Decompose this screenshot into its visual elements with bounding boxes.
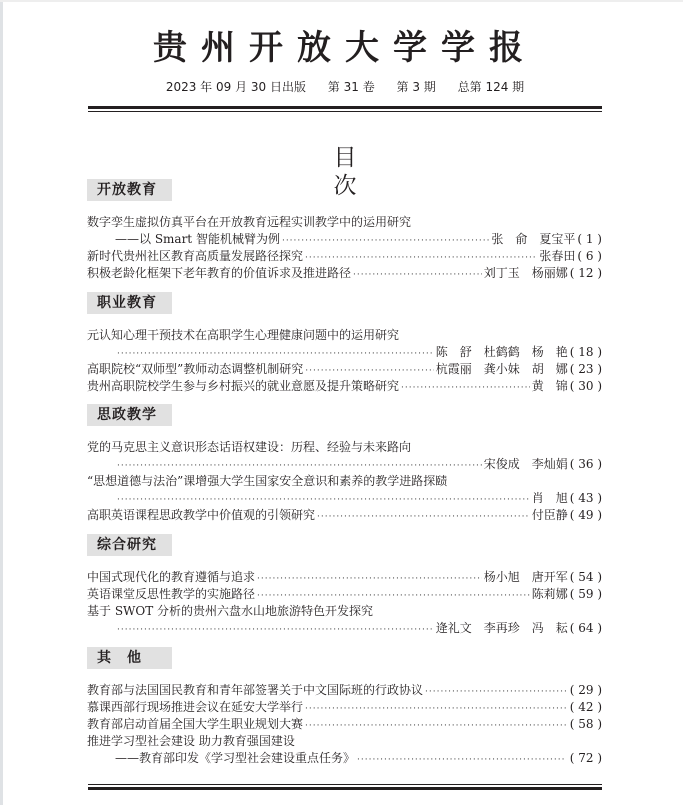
entry-page: ( 72 ) <box>569 751 602 765</box>
issue-info <box>150 79 540 95</box>
entry-title: 教育部启动首届全国大学生职业规划大赛 <box>87 717 304 731</box>
leader-dots <box>305 718 566 735</box>
section-heading: 其 他 <box>87 647 172 669</box>
entry-authors: 黄 锦 <box>531 379 568 393</box>
page-top-shade <box>0 0 683 2</box>
toc-entry-title[interactable] <box>87 603 602 620</box>
entry-title: 高职英语课程思政教学中价值观的引领研究 <box>87 508 316 522</box>
entry-authors: 陈 舒 杜鹤鹤 杨 艳 <box>435 345 568 359</box>
entry-page: ( 42 ) <box>569 700 602 714</box>
toc-entry-title[interactable] <box>87 733 602 750</box>
entry-authors: 陈莉娜 <box>531 587 568 601</box>
publication-date: 2023 年 09 月 30 日出版 <box>165 80 306 94</box>
entry-page: ( 23 ) <box>569 362 602 376</box>
entry-title: 基于 SWOT 分析的贵州六盘水山地旅游特色开发探究 <box>87 604 374 618</box>
entry-subtitle: ——以 Smart 智能机械臂为例 <box>115 232 280 246</box>
entry-page: ( 54 ) <box>569 570 602 584</box>
volume: 第 31 卷 <box>327 80 375 94</box>
toc-entry[interactable] <box>87 750 602 767</box>
toc-title: 目 次 <box>333 145 381 199</box>
section-heading: 思政教学 <box>87 404 172 426</box>
total-issue: 总第 124 期 <box>457 80 525 94</box>
entry-title: 数字孪生虚拟仿真平台在开放教育远程实训教学中的运用研究 <box>87 215 412 229</box>
toc-entry[interactable] <box>87 716 602 733</box>
entry-title: 教育部与法国国民教育和青年部签署关于中文国际班的行政协议 <box>87 683 424 697</box>
entry-authors: 宋俊成 李灿娟 <box>483 457 568 471</box>
entry-page: ( 29 ) <box>569 683 602 697</box>
footer-rule-thick <box>88 787 602 790</box>
toc-entry-title[interactable] <box>87 327 602 344</box>
entry-authors: 肖 旭 <box>531 491 568 505</box>
entry-page: ( 6 ) <box>577 249 602 263</box>
section-heading: 开放教育 <box>87 179 172 201</box>
leader-dots <box>357 752 566 769</box>
entry-authors: 刘丁玉 杨丽娜 <box>483 266 568 280</box>
entry-page: ( 58 ) <box>569 717 602 731</box>
leader-dots <box>282 233 489 250</box>
entry-page: ( 1 ) <box>577 232 602 246</box>
toc-entry[interactable] <box>87 248 602 265</box>
section-vocational-education <box>87 292 602 395</box>
entry-subtitle: ——教育部印发《学习型社会建设重点任务》 <box>115 751 356 765</box>
footer-rule-thin <box>88 784 602 785</box>
entry-authors: 张 俞 夏宝平 <box>491 232 576 246</box>
entry-title: 贵州高职院校学生参与乡村振兴的就业意愿及提升策略研究 <box>87 379 400 393</box>
leader-dots <box>401 380 530 397</box>
header-rule-thin <box>88 111 602 112</box>
section-open-education <box>87 179 602 282</box>
entry-page: ( 12 ) <box>569 266 602 280</box>
leader-dots <box>117 622 434 639</box>
entry-page: ( 49 ) <box>569 508 602 522</box>
entry-title: 英语课堂反思性教学的实施路径 <box>87 587 256 601</box>
entry-title: 中国式现代化的教育遵循与追求 <box>87 570 256 584</box>
leader-dots <box>257 571 482 588</box>
entry-title: 元认知心理干预技术在高职学生心理健康问题中的运用研究 <box>87 328 400 342</box>
section-heading: 职业教育 <box>87 292 172 314</box>
entry-authors: 杨小旭 唐开军 <box>483 570 568 584</box>
toc-entry[interactable] <box>87 569 602 586</box>
toc-entry[interactable] <box>87 456 602 473</box>
toc-entry[interactable] <box>87 361 602 378</box>
entry-title: 新时代贵州社区教育高质量发展路径探究 <box>87 249 304 263</box>
leader-dots <box>425 684 566 701</box>
toc-entry[interactable] <box>87 586 602 603</box>
entry-page: ( 36 ) <box>569 457 602 471</box>
journal-title: 贵州开放大学学报 <box>153 28 537 68</box>
toc-entry[interactable] <box>87 265 602 282</box>
issue-number: 第 3 期 <box>396 80 436 94</box>
entry-title: 党的马克思主义意识形态话语权建设：历程、经验与未来路向 <box>87 440 412 454</box>
toc-entry[interactable] <box>87 507 602 524</box>
entry-page: ( 30 ) <box>569 379 602 393</box>
toc-entry[interactable] <box>87 620 602 637</box>
leader-dots <box>305 701 566 718</box>
entry-page: ( 59 ) <box>569 587 602 601</box>
toc-entry[interactable] <box>87 682 602 699</box>
toc-entry[interactable] <box>87 378 602 395</box>
entry-page: ( 64 ) <box>569 621 602 635</box>
header-rule-thick <box>88 106 602 109</box>
section-other <box>87 647 602 767</box>
entry-title: 积极老龄化框架下老年教育的价值诉求及推进路径 <box>87 266 352 280</box>
entry-authors: 杭霞丽 龚小妹 胡 娜 <box>435 362 568 376</box>
section-comprehensive-research <box>87 534 602 637</box>
entry-title: 慕课西部行现场推进会议在延安大学举行 <box>87 700 304 714</box>
toc-entry[interactable] <box>87 490 602 507</box>
toc-entry-title[interactable] <box>87 473 602 490</box>
toc-entry[interactable] <box>87 231 602 248</box>
entry-title: 高职院校“双师型”教师动态调整机制研究 <box>87 362 304 376</box>
leader-dots <box>353 267 482 284</box>
toc-entry-title[interactable] <box>87 214 602 231</box>
toc-entry[interactable] <box>87 699 602 716</box>
section-heading: 综合研究 <box>87 534 172 556</box>
entry-authors: 付臣静 <box>531 508 568 522</box>
section-ideological-teaching <box>87 404 602 524</box>
entry-title: 推进学习型社会建设 助力教育强国建设 <box>87 734 295 748</box>
page-edge <box>0 0 3 805</box>
toc-entry[interactable] <box>87 344 602 361</box>
leader-dots <box>317 509 530 526</box>
toc-entry-title[interactable] <box>87 439 602 456</box>
entry-page: ( 18 ) <box>569 345 602 359</box>
entry-authors: 张春田 <box>539 249 576 263</box>
entry-authors: 逄礼文 李再珍 冯 耘 <box>435 621 568 635</box>
entry-page: ( 43 ) <box>569 491 602 505</box>
entry-title: “思想道德与法治”课增强大学生国家安全意识和素养的教学进路探赜 <box>87 474 448 488</box>
